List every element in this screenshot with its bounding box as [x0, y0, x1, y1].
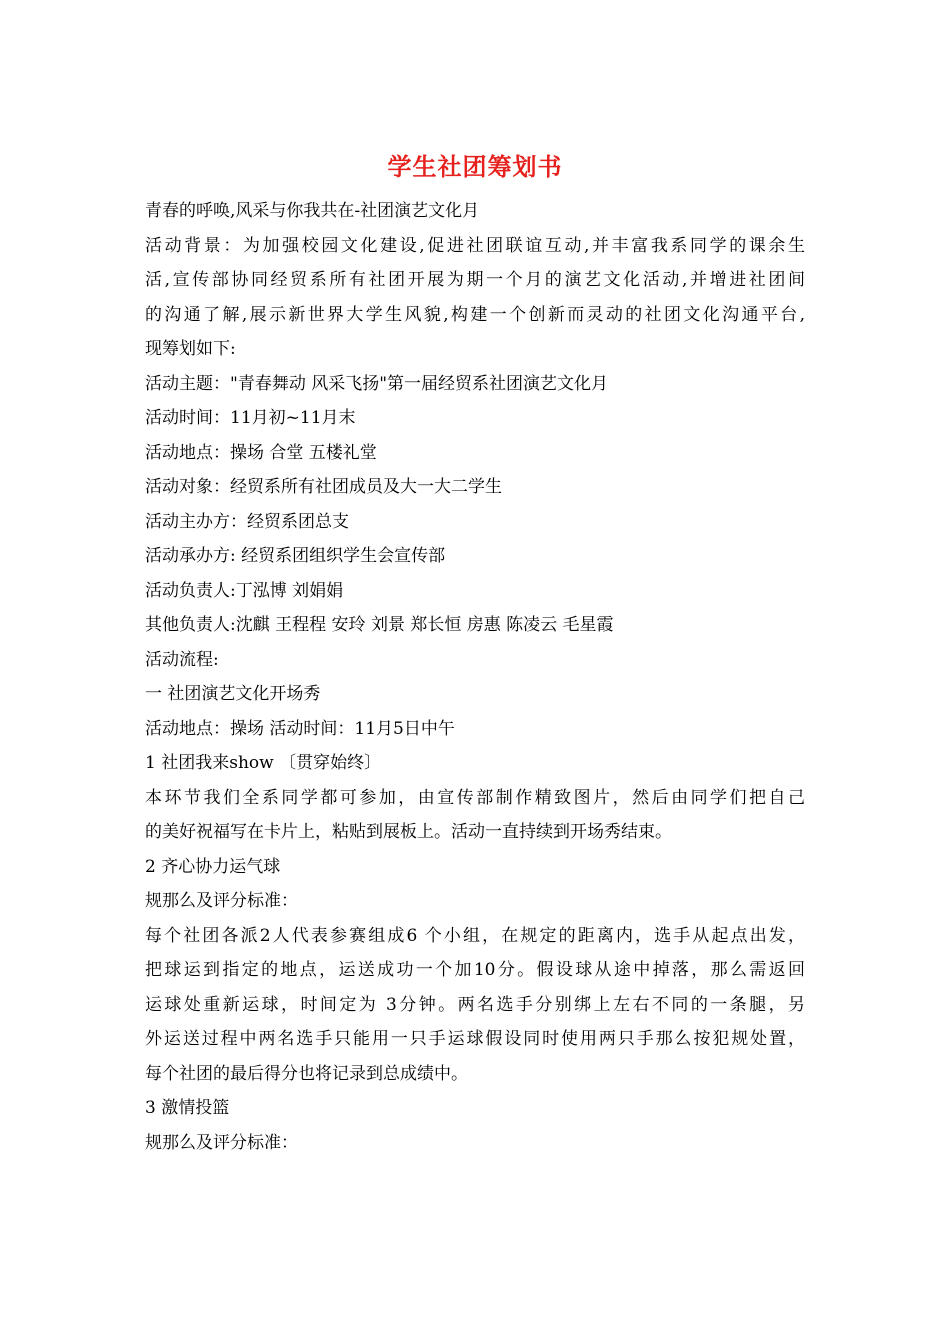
text-line: 3 激情投篮	[145, 1098, 230, 1118]
text-line: 活动时间：11月初~11月末	[145, 408, 356, 428]
text-line: 活动负责人:丁泓博 刘娟娟	[145, 580, 344, 601]
text-line: 运球处重新运球，时间定为 3分钟。两名选手分别绑上左右不同的一条腿，另	[145, 994, 805, 1015]
page-title: 学生社团筹划书	[387, 153, 563, 181]
text-line: 活动地点：操场 合堂 五楼礼堂	[145, 442, 377, 463]
text-line: 每个社团各派2人代表参赛组成6 个小组，在规定的距离内，选手从起点出发，	[145, 925, 805, 946]
text-line: 活动流程:	[145, 649, 219, 670]
text-line: 1 社团我来show 〔贯穿始终〕	[145, 753, 382, 773]
text-line: 规那么及评分标准：	[145, 891, 298, 911]
text-line: 规那么及评分标准：	[145, 1132, 298, 1153]
text-line: 活动承办方: 经贸系团组织学生会宣传部	[145, 546, 446, 566]
text-line: 活动对象：经贸系所有社团成员及大一大二学生	[145, 477, 502, 497]
text-line: 活动主题："青春舞动 风采飞扬"第一届经贸系社团演艺文化月	[145, 373, 609, 394]
text-line: 现筹划如下:	[145, 339, 236, 359]
text-line: 外运送过程中两名选手只能用一只手运球假设同时使用两只手那么按犯规处置，	[145, 1029, 805, 1049]
text-line: 活,宣传部协同经贸系所有社团开展为期一个月的演艺文化活动,并增进社团间	[145, 270, 805, 290]
text-line: 的美好祝福写在卡片上，粘贴到展板上。活动一直持续到开场秀结束。	[145, 822, 672, 842]
text-line: 其他负责人:沈麒 王程程 安玲 刘景 郑长恒 房惠 陈凌云 毛星霞	[145, 615, 614, 635]
text-line: 每个社团的最后得分也将记录到总成绩中。	[145, 1063, 468, 1084]
text-line: 的沟通了解,展示新世界大学生风貌,构建一个创新而灵动的社团文化沟通平台,	[145, 304, 805, 325]
text-line: 青春的呼唤,风采与你我共在-社团演艺文化月	[145, 201, 480, 221]
text-line: 本环节我们全系同学都可参加，由宣传部制作精致图片，然后由同学们把自己	[145, 787, 805, 808]
text-line: 活动地点：操场 活动时间：11月5日中午	[145, 718, 455, 739]
text-line: 一 社团演艺文化开场秀	[145, 684, 321, 704]
text-line: 活动背景：为加强校园文化建设,促进社团联谊互动,并丰富我系同学的课余生	[145, 235, 805, 256]
document-body	[145, 194, 805, 1160]
text-line: 把球运到指定的地点，运送成功一个加10分。假设球从途中掉落，那么需返回	[145, 960, 805, 980]
text-line: 活动主办方：经贸系团总支	[145, 511, 349, 532]
text-line: 2 齐心协力运气球	[145, 856, 281, 877]
